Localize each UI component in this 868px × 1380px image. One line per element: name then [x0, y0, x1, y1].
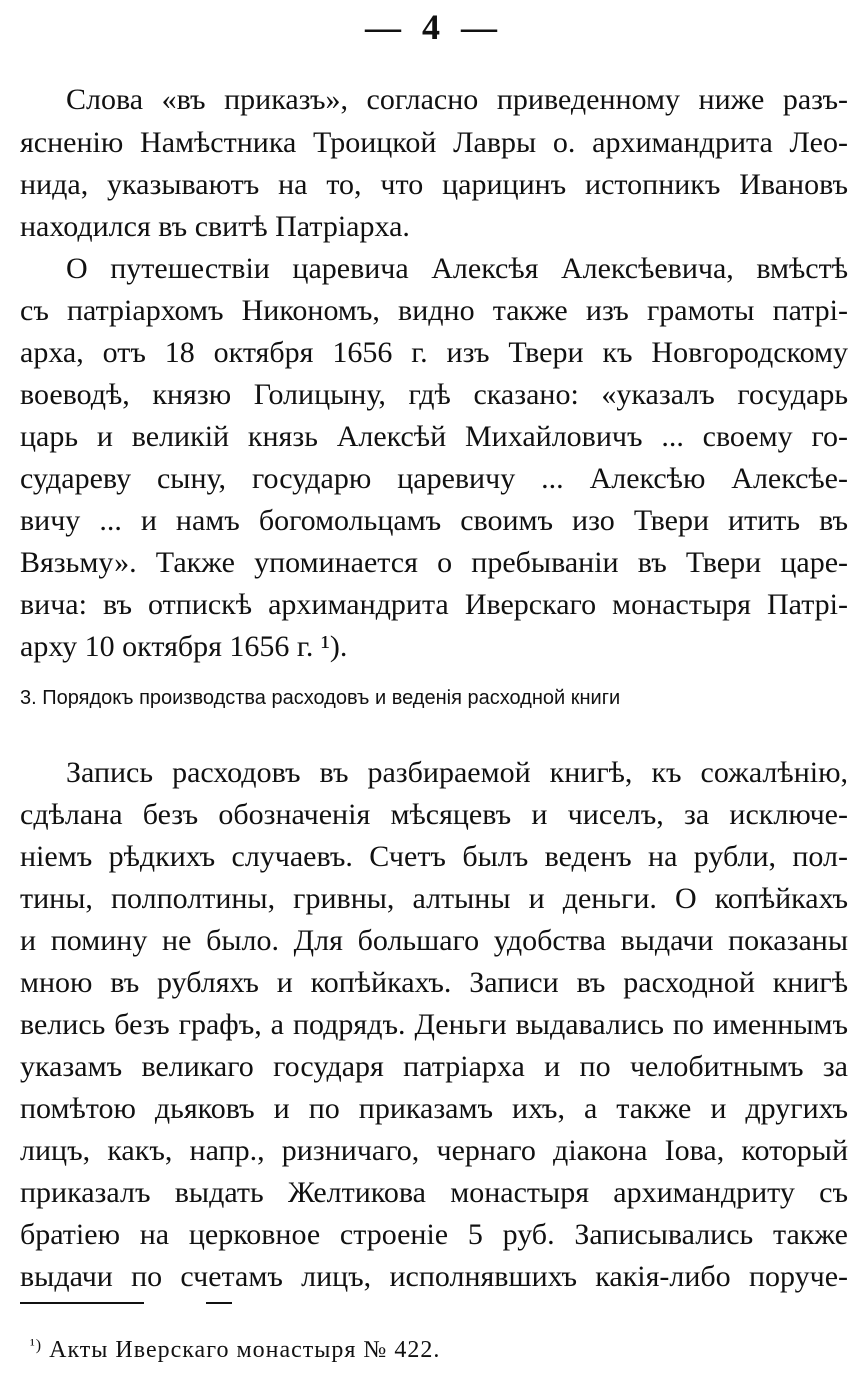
paragraph-line: нида, указываютъ на то, что царицинъ истопникъ Ивановъ [20, 168, 848, 201]
paragraph-line: указамъ великаго государя патріарха и по челобитнымъ за [20, 1050, 848, 1083]
paragraph-line: арха, отъ 18 октября 1656 г. изъ Твери къ Новгородскому [20, 336, 848, 369]
paragraph-line: велись безъ графъ, а подрядъ. Деньги выдавались по именнымъ [20, 1008, 848, 1041]
paragraph-line: вичу ... и намъ богомольцамъ своимъ изо Твери итить въ [20, 504, 848, 537]
paragraph-line: съ патріархомъ Никономъ, видно также изъ грамоты патрі- [20, 294, 848, 327]
paragraph-line: сдѣлана безъ обозначенія мѣсяцевъ и чиселъ, за исключе- [20, 798, 848, 831]
paragraph-line: и помину не было. Для большаго удобства выдачи показаны [20, 924, 848, 957]
footnote-rule [20, 1302, 144, 1304]
section-heading: 3. Порядокъ производства расходовъ и веденія расходной книги [20, 687, 621, 709]
paragraph-line: братіею на церковное строеніе 5 руб. Записывались также [20, 1218, 848, 1251]
page-number: — 4 — [365, 7, 503, 47]
paragraph-line: царь и великій князь Алексѣй Михайловичъ ... своему го- [20, 420, 848, 453]
paragraph-line: выдачи по счетамъ лицъ, исполнявшихъ какія-либо поруче- [20, 1260, 848, 1293]
paragraph-line: О путешествіи царевича Алексѣя Алексѣевича, вмѣстѣ [66, 252, 848, 285]
paragraph-line: тины, полполтины, гривны, алтыны и деньги. О копѣйкахъ [20, 882, 848, 915]
paragraph-line: арху 10 октября 1656 г. ¹). [20, 630, 348, 663]
paragraph-line: приказалъ выдать Желтикова монастыря архимандриту съ [20, 1176, 848, 1209]
paragraph-line: ніемъ рѣдкихъ случаевъ. Счетъ былъ веденъ на рубли, пол- [20, 840, 848, 873]
paragraph-line: Запись расходовъ въ разбираемой книгѣ, къ сожалѣнію, [66, 756, 848, 789]
paragraph-line: Вязьму». Также упоминается о пребываніи въ Твери царе- [20, 546, 848, 579]
footnote [30, 1336, 440, 1364]
paragraph-line: помѣтою дьяковъ и по приказамъ ихъ, а также и другихъ [20, 1092, 848, 1125]
footnote-rule [206, 1302, 232, 1304]
paragraph-line: мною въ рубляхъ и копѣйкахъ. Записи въ расходной книгѣ [20, 966, 848, 999]
paragraph-line: ясненію Намѣстника Троицкой Лавры о. архимандрита Лео- [20, 126, 848, 159]
paragraph-line: воеводѣ, князю Голицыну, гдѣ сказано: «указалъ государь [20, 378, 848, 411]
footnote-text: Акты Иверскаго монастыря № 422. [49, 1337, 441, 1363]
paragraph-line: судареву сыну, государю царевичу ... Алексѣю Алексѣе- [20, 462, 848, 495]
paragraph-line: вича: въ отпискѣ архимандрита Иверскаго монастыря Патрі- [20, 588, 848, 621]
paragraph-line: находился въ свитѣ Патріарха. [20, 210, 410, 243]
paragraph-line: лицъ, какъ, напр., ризничаго, чернаго діакона Іова, который [20, 1134, 848, 1167]
footnote-mark: ¹) [30, 1337, 43, 1354]
paragraph-line: Слова «въ приказъ», согласно приведенному ниже разъ- [66, 83, 848, 116]
